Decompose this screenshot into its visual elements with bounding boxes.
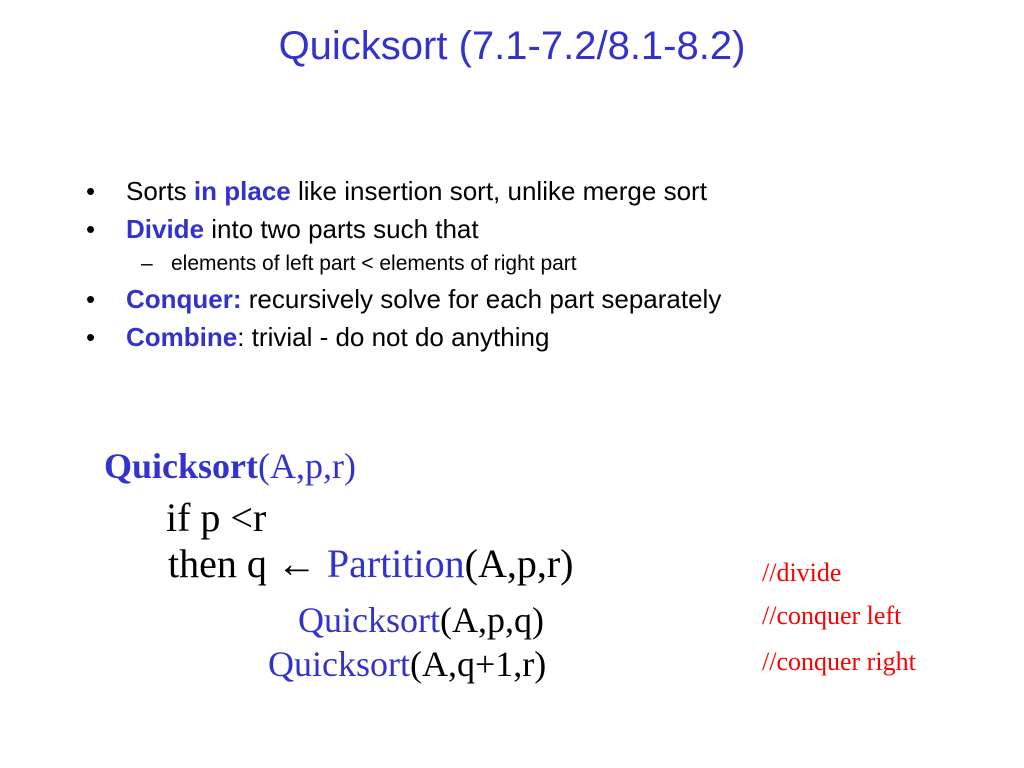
bullet-sorts-in-place [86,172,1006,210]
comment-conquer-left: //conquer left [762,601,902,630]
assign-arrow: ← [276,541,317,586]
bullet-dot: • [86,284,96,314]
bullet-list [86,172,1006,356]
bullet-keyword: Divide [126,214,205,244]
bullet-text: like insertion sort, unlike merge sort [290,176,707,206]
recursive-call-name: Quicksort [268,644,410,684]
bullet-keyword: Conquer: [126,284,242,314]
partition-args: (A,p,r) [464,541,574,586]
slide-title: Quicksort (7.1-7.2/8.1-8.2) [278,24,746,68]
then-keyword: then q [168,541,277,586]
sub-bullet-elements [86,248,1006,280]
bullet-text: into two parts such that [204,214,479,244]
recursive-call-args: (A,q+1,r) [409,644,547,684]
bullet-dot: • [86,322,96,352]
recursive-call-name: Quicksort [298,600,440,640]
sub-bullet-dash: – [141,252,153,275]
comment-divide: //divide [762,558,842,587]
code-header [104,444,356,488]
sub-bullet-text: elements of left part < elements of right part [171,252,577,275]
bullet-divide [86,210,1006,248]
comment-conquer-right: //conquer right [762,647,916,676]
bullet-keyword: in place [193,176,291,206]
recursive-call-args: (A,p,q) [439,600,544,640]
partition-call: Partition [326,541,465,586]
bullet-keyword: Combine [126,322,238,352]
bullet-text: : trivial - do not do anything [237,322,550,352]
code-if-line [166,494,266,542]
bullet-text: recursively solve for each part separately [241,284,722,314]
function-args: (A,p,r) [258,446,356,486]
function-name: Quicksort [104,446,259,486]
code-then-line [168,540,574,588]
bullet-text: Sorts [126,176,194,206]
bullet-conquer [86,280,1006,318]
code-call-right [268,642,546,686]
bullet-dot: • [86,176,96,206]
code-call-left [298,598,544,642]
bullet-dot: • [86,214,96,244]
if-condition: if p <r [166,495,267,540]
bullet-combine [86,318,1006,356]
